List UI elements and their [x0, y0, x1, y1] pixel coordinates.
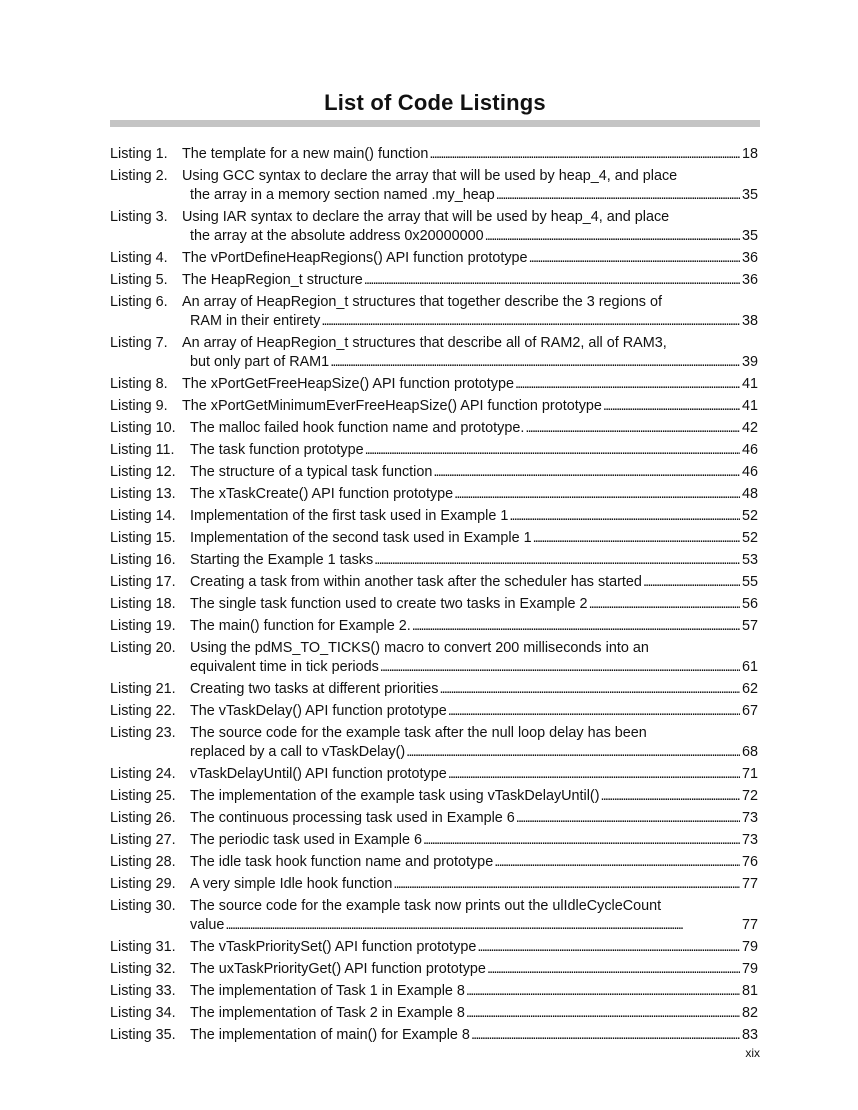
- listing-label: Listing 32.: [110, 961, 176, 977]
- listing-entry[interactable]: [110, 639, 758, 677]
- dot-leader: [588, 595, 740, 614]
- listing-page-number: 39: [741, 354, 758, 370]
- listing-page-number: 53: [741, 552, 758, 568]
- dot-leader: [432, 463, 740, 482]
- listing-title: replaced by a call to vTaskDelay(): [190, 744, 406, 760]
- listing-title: The vTaskPrioritySet() API function prototype: [190, 939, 477, 955]
- listing-page-number: 41: [741, 376, 758, 392]
- listing-title: The vPortDefineHeapRegions() API function prototype: [182, 250, 528, 266]
- listing-entry[interactable]: [110, 507, 758, 526]
- listing-label: Listing 24.: [110, 766, 176, 782]
- listing-entry[interactable]: [110, 293, 758, 331]
- dot-leader: [447, 765, 740, 784]
- listing-page-number: 71: [741, 766, 758, 782]
- listing-page-number: 35: [741, 187, 758, 203]
- listing-page-number: 42: [741, 420, 758, 436]
- listing-page-number: 79: [741, 939, 758, 955]
- dot-leader: [515, 809, 740, 828]
- dot-leader: [642, 573, 740, 592]
- listing-title: Implementation of the second task used in Example 1: [190, 530, 532, 546]
- listing-page-number: 36: [741, 250, 758, 266]
- listing-title: Starting the Example 1 tasks: [190, 552, 374, 568]
- listing-title: value: [190, 917, 225, 933]
- listing-title: The implementation of the example task using vTaskDelayUntil(): [190, 788, 600, 804]
- listing-label: Listing 29.: [110, 876, 176, 892]
- listing-label: Listing 23.: [110, 725, 176, 741]
- listing-entry[interactable]: [110, 617, 758, 636]
- listing-label: Listing 20.: [110, 640, 176, 656]
- listing-label: Listing 8.: [110, 376, 168, 392]
- listing-title: Using IAR syntax to declare the array that will be used by heap_4, and place: [182, 209, 670, 225]
- listing-page-number: 73: [741, 832, 758, 848]
- dot-leader: [532, 529, 740, 548]
- listing-label: Listing 13.: [110, 486, 176, 502]
- listing-label: Listing 28.: [110, 854, 176, 870]
- listing-page-number: 73: [741, 810, 758, 826]
- dot-leader: [428, 145, 740, 164]
- listing-title: The implementation of Task 1 in Example 8: [190, 983, 465, 999]
- listing-page-number: 57: [741, 618, 758, 634]
- listing-entry[interactable]: [110, 875, 758, 894]
- listing-label: Listing 26.: [110, 810, 176, 826]
- listing-title: The source code for the example task after the null loop delay has been: [190, 725, 647, 741]
- listing-entry[interactable]: [110, 145, 758, 164]
- listing-entry[interactable]: [110, 334, 758, 372]
- listing-title: The source code for the example task now prints out the ulIdleCycleCount: [190, 898, 662, 914]
- listing-entry[interactable]: [110, 249, 758, 268]
- listing-entry[interactable]: [110, 809, 758, 828]
- listing-entry[interactable]: [110, 573, 758, 592]
- listing-page-number: 46: [741, 464, 758, 480]
- dot-leader: [600, 787, 740, 806]
- listings-list: [110, 145, 758, 1048]
- dot-leader: [493, 853, 740, 872]
- listing-page-number: 48: [741, 486, 758, 502]
- dot-leader: [524, 419, 740, 438]
- listing-label: Listing 15.: [110, 530, 176, 546]
- listing-page-number: 41: [741, 398, 758, 414]
- listing-page-number: 52: [741, 530, 758, 546]
- listing-label: Listing 5.: [110, 272, 168, 288]
- listing-entry[interactable]: [110, 397, 758, 416]
- listing-page-number: 79: [741, 961, 758, 977]
- listing-page-number: 77: [741, 876, 758, 892]
- listing-title: The xPortGetFreeHeapSize() API function prototype: [182, 376, 514, 392]
- listing-entry[interactable]: [110, 375, 758, 394]
- listing-entry[interactable]: [110, 1004, 758, 1023]
- listing-label: Listing 12.: [110, 464, 176, 480]
- listing-title: the array at the absolute address 0x20000000: [190, 228, 484, 244]
- listing-entry[interactable]: [110, 853, 758, 872]
- dot-leader: [392, 875, 740, 894]
- listing-title: the array in a memory section named .my_heap: [190, 187, 495, 203]
- listing-entry[interactable]: [110, 485, 758, 504]
- dot-leader: [438, 680, 740, 699]
- dot-leader: [320, 312, 740, 331]
- dot-leader: [411, 617, 740, 636]
- listing-entry[interactable]: [110, 831, 758, 850]
- listing-entry[interactable]: [110, 702, 758, 721]
- listing-title: Using GCC syntax to declare the array that will be used by heap_4, and place: [182, 168, 678, 184]
- dot-leader: [465, 982, 740, 1001]
- listing-title: The main() function for Example 2.: [190, 618, 411, 634]
- listing-page-number: 82: [741, 1005, 758, 1021]
- dot-leader: [602, 397, 740, 416]
- listing-entry[interactable]: [110, 938, 758, 957]
- listing-entry[interactable]: [110, 765, 758, 784]
- listing-label: Listing 3.: [110, 209, 168, 225]
- title-rule: [110, 120, 760, 127]
- dot-leader: [405, 743, 740, 762]
- dot-leader: [486, 960, 740, 979]
- dot-leader: [528, 249, 740, 268]
- listing-label: Listing 1.: [110, 146, 168, 162]
- listing-page-number: 52: [741, 508, 758, 524]
- listing-label: Listing 21.: [110, 681, 176, 697]
- dot-leader: [495, 186, 740, 205]
- listing-title: The idle task hook function name and prototype: [190, 854, 494, 870]
- listing-page-number: 67: [741, 703, 758, 719]
- listing-page-number: 77: [741, 917, 758, 933]
- listing-entry[interactable]: [110, 441, 758, 460]
- listing-page-number: 46: [741, 442, 758, 458]
- listing-title: An array of HeapRegion_t structures that describe all of RAM2, all of RAM3,: [182, 335, 667, 351]
- listing-title: The xTaskCreate() API function prototype: [190, 486, 454, 502]
- listing-title: Creating a task from within another task after the scheduler has started: [190, 574, 642, 590]
- dot-leader: [422, 831, 740, 850]
- listing-label: Listing 6.: [110, 294, 168, 310]
- page-title: List of Code Listings: [324, 90, 546, 115]
- listing-page-number: 56: [741, 596, 758, 612]
- listing-page-number: 38: [741, 313, 758, 329]
- listing-label: Listing 34.: [110, 1005, 176, 1021]
- listing-label: Listing 27.: [110, 832, 176, 848]
- listing-page-number: 76: [741, 854, 758, 870]
- listing-title: The malloc failed hook function name and prototype.: [190, 420, 525, 436]
- listing-page-number: 81: [741, 983, 758, 999]
- listing-page-number: 55: [741, 574, 758, 590]
- listing-entry[interactable]: [110, 680, 758, 699]
- listing-entry[interactable]: [110, 1026, 758, 1045]
- listing-title: The HeapRegion_t structure: [182, 272, 363, 288]
- listing-entry[interactable]: [110, 208, 758, 246]
- listing-page-number: 62: [741, 681, 758, 697]
- listing-label: Listing 35.: [110, 1027, 176, 1043]
- dot-leader: [447, 702, 740, 721]
- listing-page-number: 36: [741, 272, 758, 288]
- listing-title: The structure of a typical task function: [190, 464, 433, 480]
- listing-title: A very simple Idle hook function: [190, 876, 393, 892]
- dot-leader: [514, 375, 740, 394]
- listing-title: Creating two tasks at different priorities: [190, 681, 439, 697]
- dot-leader: [224, 916, 740, 935]
- listing-entry[interactable]: [110, 897, 758, 935]
- listing-title: equivalent time in tick periods: [190, 659, 379, 675]
- dot-leader: [329, 353, 740, 372]
- listing-title: Using the pdMS_TO_TICKS() macro to convert 200 milliseconds into an: [190, 640, 649, 656]
- listing-entry[interactable]: [110, 167, 758, 205]
- dot-leader: [484, 227, 740, 246]
- listing-page-number: 61: [741, 659, 758, 675]
- listing-title: The uxTaskPriorityGet() API function prototype: [190, 961, 486, 977]
- listing-label: Listing 25.: [110, 788, 176, 804]
- dot-leader: [373, 551, 740, 570]
- listing-label: Listing 11.: [110, 442, 175, 458]
- listing-entry[interactable]: [110, 595, 758, 614]
- listing-title: The template for a new main() function: [182, 146, 429, 162]
- listing-entry[interactable]: [110, 463, 758, 482]
- listing-title: The task function prototype: [190, 442, 364, 458]
- listing-label: Listing 4.: [110, 250, 168, 266]
- listing-title: The continuous processing task used in Example 6: [190, 810, 515, 826]
- dot-leader: [363, 271, 740, 290]
- listing-entry[interactable]: [110, 271, 758, 290]
- listing-title: The single task function used to create two tasks in Example 2: [190, 596, 588, 612]
- listing-label: Listing 10.: [110, 420, 176, 436]
- dot-leader: [364, 441, 740, 460]
- listing-label: Listing 33.: [110, 983, 176, 999]
- dot-leader: [476, 938, 740, 957]
- listing-label: Listing 14.: [110, 508, 176, 524]
- listing-title: The periodic task used in Example 6: [190, 832, 422, 848]
- listing-label: Listing 9.: [110, 398, 168, 414]
- dot-leader: [453, 485, 740, 504]
- listing-label: Listing 16.: [110, 552, 176, 568]
- listing-label: Listing 18.: [110, 596, 176, 612]
- listing-entry[interactable]: [110, 982, 758, 1001]
- listing-title: An array of HeapRegion_t structures that together describe the 3 regions of: [182, 294, 662, 310]
- dot-leader: [379, 658, 740, 677]
- page-number: xix: [745, 1046, 760, 1060]
- listing-label: Listing 19.: [110, 618, 176, 634]
- listing-label: Listing 2.: [110, 168, 168, 184]
- listing-title: The vTaskDelay() API function prototype: [190, 703, 447, 719]
- listing-entry[interactable]: [110, 787, 758, 806]
- listing-page-number: 18: [741, 146, 758, 162]
- listing-title: RAM in their entirety: [190, 313, 321, 329]
- listing-entry[interactable]: [110, 724, 758, 762]
- listing-label: Listing 22.: [110, 703, 176, 719]
- listing-title: The implementation of Task 2 in Example 8: [190, 1005, 465, 1021]
- listing-entry[interactable]: [110, 960, 758, 979]
- listing-page-number: 72: [741, 788, 758, 804]
- listing-title: but only part of RAM1: [190, 354, 330, 370]
- listing-title: The implementation of main() for Example 8: [190, 1027, 470, 1043]
- listing-label: Listing 30.: [110, 898, 176, 914]
- listing-label: Listing 31.: [110, 939, 176, 955]
- listing-entry[interactable]: [110, 529, 758, 548]
- listing-label: Listing 17.: [110, 574, 176, 590]
- listing-page-number: 83: [741, 1027, 758, 1043]
- listing-title: vTaskDelayUntil() API function prototype: [190, 766, 447, 782]
- dot-leader: [465, 1004, 740, 1023]
- listing-label: Listing 7.: [110, 335, 168, 351]
- listing-title: Implementation of the first task used in Example 1: [190, 508, 509, 524]
- listing-page-number: 68: [741, 744, 758, 760]
- listing-entry[interactable]: [110, 551, 758, 570]
- dot-leader: [470, 1026, 740, 1045]
- listing-entry[interactable]: [110, 419, 758, 438]
- listing-title: The xPortGetMinimumEverFreeHeapSize() API function prototype: [182, 398, 602, 414]
- listing-page-number: 35: [741, 228, 758, 244]
- dot-leader: [508, 507, 740, 526]
